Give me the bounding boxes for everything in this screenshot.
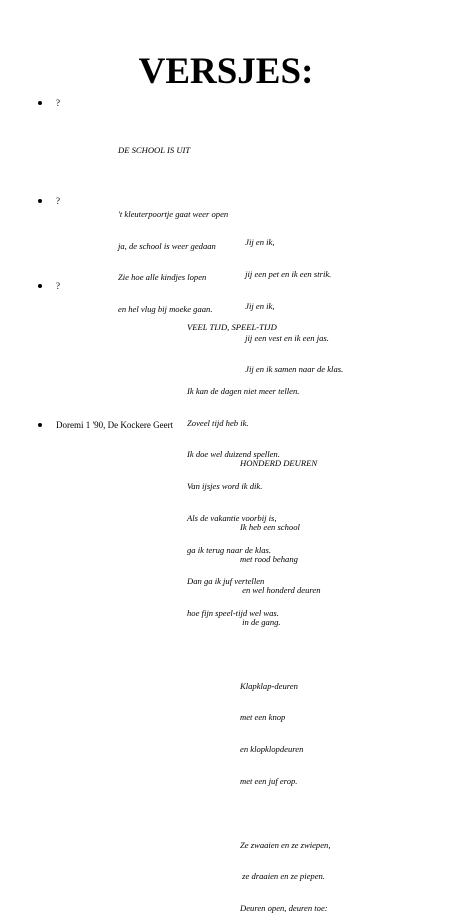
bullet-icon: [38, 284, 42, 288]
poem-line: jij een vest en ik een jas.: [243, 332, 329, 343]
poem-line: en wel honderd deuren: [240, 585, 321, 596]
poem-line: jij een pet en ik een strik.: [243, 268, 332, 279]
list-item: [38, 98, 60, 109]
poem-line: Jij en ik,: [243, 237, 275, 248]
poem-line: 't kleuterpoortje gaat weer open: [118, 208, 229, 219]
poem-line: Deuren open, deuren toe:: [240, 903, 328, 914]
poem-line: in de gang.: [240, 617, 281, 628]
poem-title: HONDERD DEUREN: [240, 458, 318, 469]
bullet-label: Doremi 1 '90, De Kockere Geert: [56, 420, 174, 430]
poem-line: Jij en ik samen naar de klas.: [243, 364, 344, 375]
bullet-icon: [38, 423, 42, 427]
poem-title: VEEL TIJD, SPEEL-TIJD: [187, 322, 277, 333]
poem-line: Van ijsjes word ik dik.: [187, 481, 263, 492]
poem-line: Ze zwaaien en ze zwiepen,: [240, 839, 331, 850]
poem-honderd-deuren: [240, 437, 330, 924]
poem-line: ga ik terug naar de klas.: [187, 544, 272, 555]
page-title: VERSJES:: [138, 51, 314, 92]
poem-line: Ik kan de dagen niet meer tellen.: [187, 385, 300, 396]
poem-line: Als de vakantie voorbij is,: [187, 512, 277, 523]
poem-title: DE SCHOOL IS UIT: [118, 145, 191, 156]
poem-de-school-is-uit: [118, 124, 228, 325]
poem-line: ja, de school is weer gedaan: [118, 240, 216, 251]
bullet-icon: [38, 199, 42, 203]
poem-line: hoe fijn speel-tijd wel was.: [187, 608, 279, 619]
list-item: [38, 281, 60, 292]
poem-line: Zoveel tijd heb ik.: [187, 417, 249, 428]
list-item: [38, 420, 173, 431]
poem-line: Zie hoe alle kindjes lopen: [118, 272, 207, 283]
poem-line: met rood behang: [240, 553, 298, 564]
poem-line: en klopklopdeuren: [240, 744, 304, 755]
poem-line: Jij en ik,: [243, 300, 275, 311]
poem-line: Ik heb een school: [240, 521, 300, 532]
bullet-label: ?: [56, 196, 60, 206]
poem-line: met een juf erop.: [240, 776, 298, 786]
poem-line: Dan ga ik juf vertellen: [187, 576, 265, 587]
bullet-label: ?: [56, 281, 60, 291]
poem-line: en hel vlug bij moeke gaan.: [118, 304, 213, 315]
bullet-icon: [38, 101, 42, 105]
poem-line: met een knop: [240, 712, 286, 723]
list-item: [38, 196, 60, 207]
poem-line: ze draaien en ze piepen.: [240, 871, 325, 882]
bullet-label: ?: [56, 98, 60, 108]
poem-line: Klapklap-deuren: [240, 680, 298, 691]
poem-line: Ik doe wel duizend spellen.: [187, 449, 280, 460]
